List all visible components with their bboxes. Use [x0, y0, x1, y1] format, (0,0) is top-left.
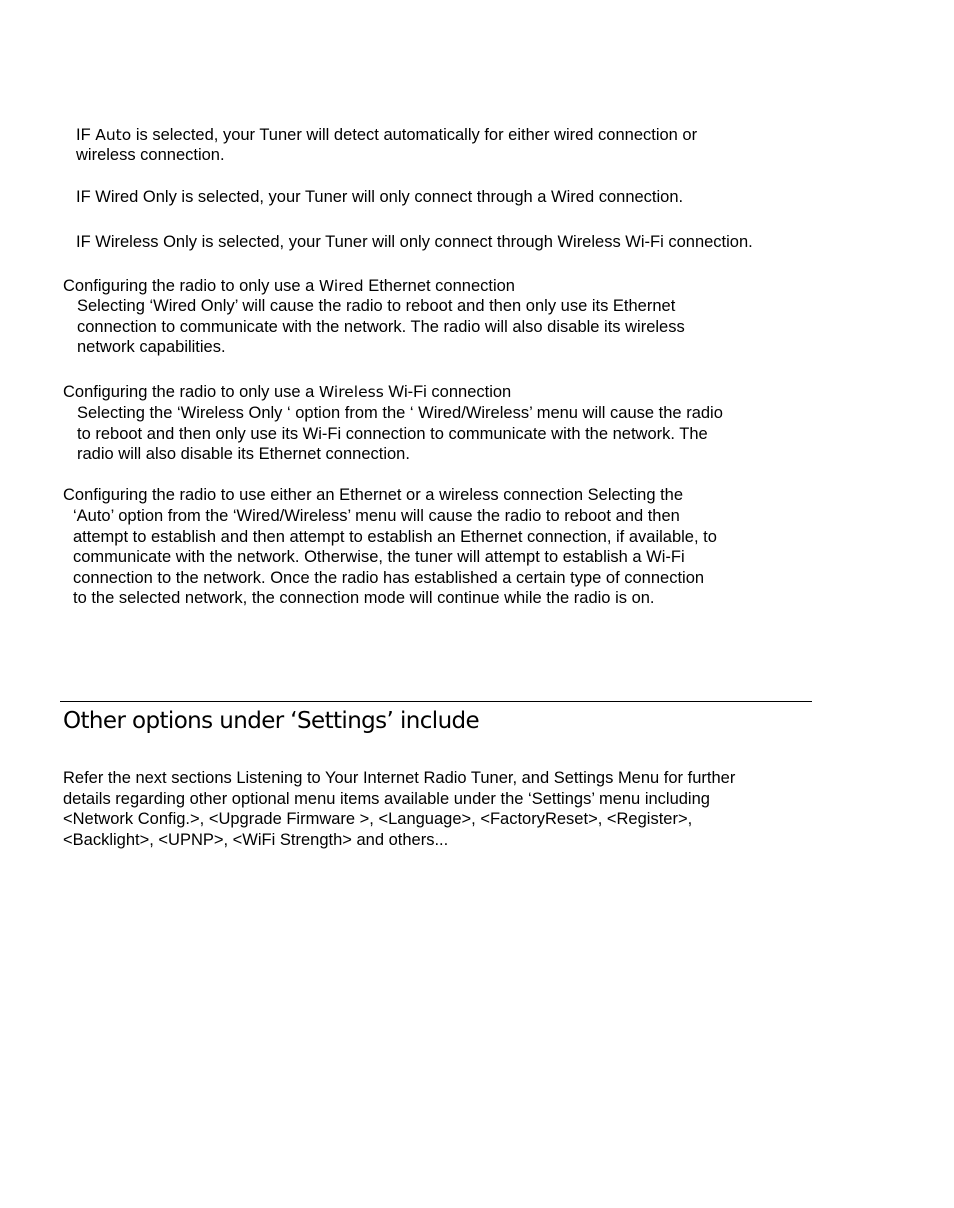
- either-body-line-4: connection to the network. Once the radio has established a certain type of connection: [73, 568, 705, 587]
- wired-heading-keyword: Wired: [318, 277, 364, 295]
- other-options-heading: Other options under ‘Settings’ include: [63, 708, 480, 734]
- auto-prefix: IF: [76, 126, 96, 144]
- auto-keyword: Auto: [95, 126, 132, 144]
- wired-section-body: [77, 296, 685, 358]
- wireless-section-heading: [63, 382, 511, 403]
- wireless-body-line-2: to reboot and then only use its Wi-Fi connection to communicate with the network. The: [77, 424, 708, 443]
- either-body-line-2: attempt to establish and then attempt to establish an Ethernet connection, if available, to: [73, 527, 717, 546]
- auto-paragraph-line-1: [76, 125, 697, 145]
- wireless-heading-suffix: Wi-Fi connection: [383, 383, 512, 401]
- other-options-line-1: Refer the next sections Listening to Your Internet Radio Tuner, and Settings Menu for further: [63, 769, 736, 787]
- section-divider: [60, 701, 812, 702]
- wired-body-line-1: Selecting ‘Wired Only’ will cause the radio to reboot and then only use its Ethernet: [77, 297, 676, 315]
- wired-heading-suffix: Ethernet connection: [363, 277, 515, 295]
- either-body-line-1: ‘Auto’ option from the ‘Wired/Wireless’ menu will cause the radio to reboot and then: [73, 507, 680, 525]
- wireless-section-body: [77, 403, 723, 465]
- either-body-line-5: to the selected network, the connection mode will continue while the radio is on.: [73, 589, 655, 607]
- wireless-body-line-1: Selecting the ‘Wireless Only ‘ option from the ‘ Wired/Wireless’ menu will cause the radio: [77, 404, 723, 422]
- wired-only-text: IF Wired Only is selected, your Tuner will only connect through a Wired connection.: [76, 188, 684, 206]
- either-section-heading: [63, 485, 683, 506]
- either-body-line-3: communicate with the network. Otherwise, the tuner will attempt to establish a Wi-Fi: [73, 548, 685, 566]
- wireless-heading-keyword: Wireless: [318, 383, 384, 401]
- other-options-body: [63, 768, 735, 850]
- wired-heading-prefix: Configuring the radio to only use a: [63, 277, 319, 295]
- either-heading-text: Configuring the radio to use either an Ethernet or a wireless connection Selecting the: [63, 486, 684, 504]
- auto-line-1-text: is selected, your Tuner will detect automatically for either wired connection or: [131, 126, 698, 144]
- wired-body-line-3: network capabilities.: [77, 338, 226, 356]
- wireless-heading-prefix: Configuring the radio to only use a: [63, 383, 319, 401]
- wired-only-paragraph: [76, 187, 683, 208]
- other-options-line-4: <Backlight>, <UPNP>, <WiFi Strength> and others...: [63, 830, 449, 849]
- wireless-only-text: IF Wireless Only is selected, your Tuner will only connect through Wireless Wi-Fi connection.: [76, 233, 753, 251]
- wired-section-heading: [63, 276, 515, 297]
- wireless-body-line-3: radio will also disable its Ethernet connection.: [77, 445, 410, 463]
- wireless-only-paragraph: [76, 232, 753, 253]
- either-section-body: [73, 506, 717, 609]
- auto-paragraph-line-2: wireless connection.: [76, 146, 225, 164]
- wired-body-line-2: connection to communicate with the network. The radio will also disable its wireless: [77, 317, 685, 336]
- other-options-line-2: details regarding other optional menu items available under the ‘Settings’ menu including: [63, 789, 710, 808]
- auto-paragraph: [76, 125, 697, 165]
- other-options-line-3: <Network Config.>, <Upgrade Firmware >, <Language>, <FactoryReset>, <Register>,: [63, 810, 693, 828]
